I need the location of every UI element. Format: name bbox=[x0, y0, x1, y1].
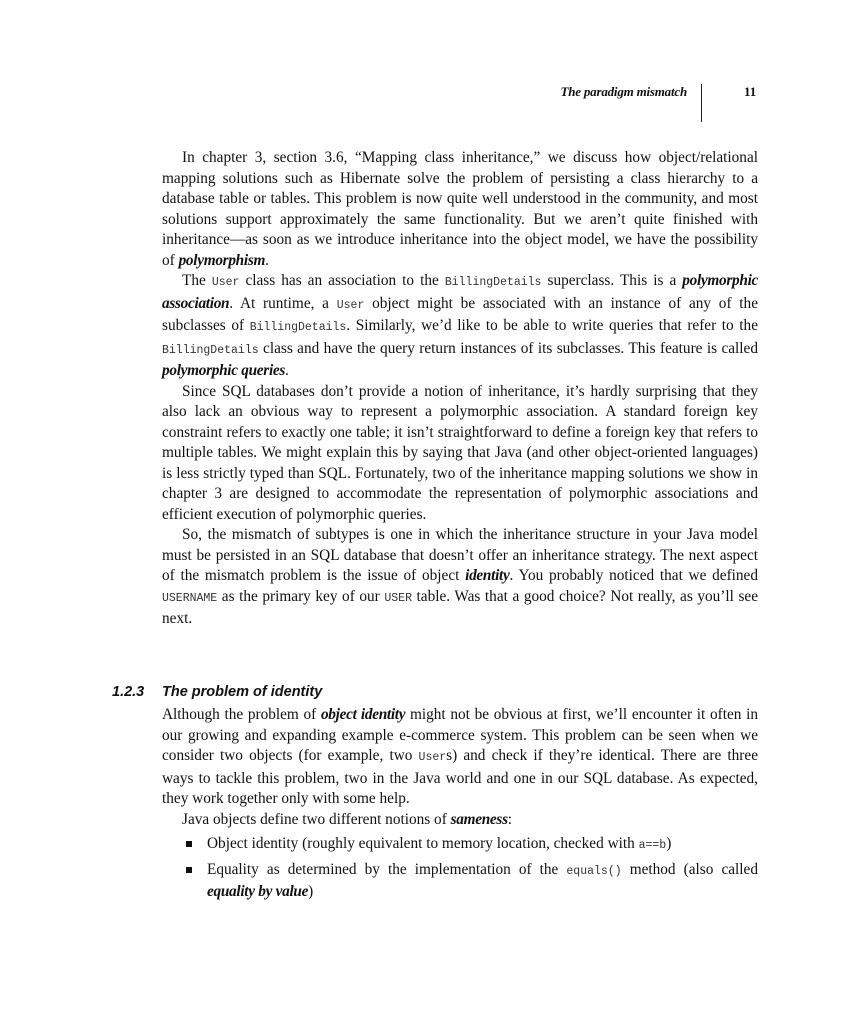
text-run: as the primary key of our bbox=[217, 587, 385, 605]
section-title: The problem of identity bbox=[162, 684, 323, 700]
text-run: Although the problem of bbox=[162, 706, 321, 723]
running-header bbox=[0, 84, 849, 124]
body-text bbox=[162, 148, 758, 630]
code-term: User bbox=[418, 751, 447, 764]
paragraph bbox=[162, 271, 758, 382]
list-item bbox=[162, 860, 758, 903]
text-run: might not be obvious at first, we’ll encounter it often in our growing and expanding example e-commerce system. This problem can be seen when we consider two objects (for example, two bbox=[162, 706, 759, 764]
text-run: method (also called bbox=[621, 860, 758, 878]
text-run: Object identity (roughly equivalent to memory location, checked with bbox=[207, 835, 639, 852]
text-run: object might be associated with an instance of any of the subclasses of bbox=[162, 294, 758, 334]
bullet-square-icon bbox=[186, 867, 192, 873]
emphasis: identity bbox=[465, 567, 510, 584]
text-run: ) bbox=[666, 835, 672, 852]
text-run: class has an association to the bbox=[239, 272, 445, 289]
list-item bbox=[162, 834, 758, 857]
paragraph: Since SQL databases don’t provide a notion of inheritance, it’s hardly surprising that they also lack an obvious way to represent a polymorphic association. A standard foreign key constraint refers to exactly one table; it isn’t straightforward to define a foreign key that refers to multiple tables. We might explain this by saying that Java (and other object-oriented languages) is less strictly typed than SQL. Fortunately, two of the inheritance mapping solutions we show in chapter 3 are designed to accommodate the representation of polymorphic associations and efficient execution of polymorphic queries. bbox=[162, 382, 758, 523]
text-run: . At runtime, a bbox=[229, 294, 337, 312]
text-run: superclass. This is a bbox=[541, 272, 683, 289]
text-run: s) and check if they’re identical. There are three ways to tackle this problem, two in the Java world and one in our SQL database. As expected, they work together only with some help. bbox=[162, 747, 758, 807]
code-term: a==b bbox=[638, 839, 667, 852]
emphasis: polymorphic association bbox=[162, 272, 759, 312]
text-run: So, the mismatch of subtypes is one in which the inheritance structure in your Java model must be persisted in an SQL database that doesn’t offer an inheritance strategy. The next aspect of the mismatch problem is the issue of object bbox=[162, 526, 758, 584]
text-run: . Similarly, we’d like to be able to write queries that refer to the bbox=[346, 317, 758, 334]
paragraph bbox=[162, 525, 758, 630]
bullet-square-icon bbox=[186, 841, 192, 847]
emphasis: sameness bbox=[450, 810, 508, 828]
text-run: ) bbox=[308, 883, 314, 900]
code-term: User bbox=[211, 276, 240, 289]
code-term: equals() bbox=[566, 864, 622, 878]
emphasis: equality by value bbox=[207, 883, 309, 900]
bullet-list bbox=[162, 834, 758, 903]
code-term: User bbox=[336, 298, 365, 312]
emphasis: polymorphism bbox=[178, 251, 266, 269]
code-term: BillingDetails bbox=[249, 321, 347, 334]
text-run: The bbox=[182, 272, 212, 289]
emphasis: object identity bbox=[320, 706, 406, 723]
text-run: Java objects define two different notions of bbox=[182, 810, 451, 828]
text-run: class and have the query return instances of its subclasses. This feature is called bbox=[258, 339, 758, 357]
header-divider bbox=[701, 84, 702, 122]
text-run: . bbox=[265, 251, 269, 269]
text-run: . bbox=[285, 362, 289, 379]
text-run: In chapter 3, section 3.6, “Mapping class inheritance,” we discuss how object/relational mapping solutions such as Hibernate solve the problem of persisting a class hierarchy to a database table or tables. This problem is now quite well understood in the community, and most solutions support approximately the same functionality. But we aren’t quite finished with inheritance—as soon as we introduce inheritance into the object model, we have the possibility of bbox=[162, 149, 758, 269]
section-heading bbox=[112, 684, 322, 700]
text-run: Equality as determined by the implementation of the bbox=[207, 860, 567, 878]
code-term: USER bbox=[384, 591, 412, 605]
code-term: USERNAME bbox=[162, 591, 218, 605]
paragraph bbox=[162, 148, 758, 271]
emphasis: polymorphic queries bbox=[162, 362, 286, 379]
text-run: : bbox=[507, 810, 512, 828]
code-term: BillingDetails bbox=[162, 343, 259, 357]
paragraph bbox=[162, 705, 758, 810]
text-run: . You probably noticed that we defined bbox=[509, 567, 759, 584]
code-term: BillingDetails bbox=[444, 276, 542, 289]
section-number: 1.2.3 bbox=[112, 684, 145, 700]
paragraph bbox=[162, 810, 758, 831]
section-body bbox=[162, 705, 758, 906]
running-header-title: The paradigm mismatch bbox=[560, 84, 687, 99]
text-run: table. Was that a good choice? Not really, as you’ll see next. bbox=[162, 587, 759, 627]
page-number: 11 bbox=[744, 84, 757, 99]
